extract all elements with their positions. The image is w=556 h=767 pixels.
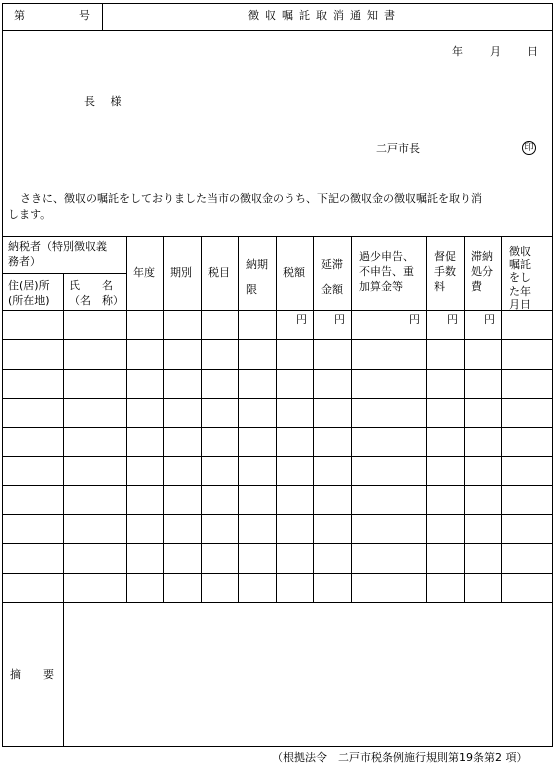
col-line-due xyxy=(238,236,239,602)
payer-header-line-1: 納税者（特別徴収義 xyxy=(8,240,107,253)
row-line-9 xyxy=(2,573,553,574)
delinquency-header-line-1: 延滞 xyxy=(321,258,343,271)
demand-header-line-1: 督促 xyxy=(434,250,456,263)
demand-header xyxy=(434,250,456,295)
unit-yen-disposal: 円 xyxy=(484,313,495,326)
body-line-2: します。 xyxy=(8,208,52,221)
row-line-10 xyxy=(2,602,553,603)
date-day: 日 xyxy=(527,45,538,58)
name-header-line-1: 氏 名 xyxy=(69,279,113,292)
body-line-1: さきに、徴収の嘱託をしておりました当市の徴収金のうち、下記の徴収金の徴収嘱託を取り消 xyxy=(20,192,482,205)
payer-header-divider xyxy=(2,273,126,274)
row-line-8 xyxy=(2,543,553,544)
payer-header-line-2: 務者） xyxy=(8,254,41,268)
disposal-header xyxy=(471,250,493,295)
unit-yen-penalty: 円 xyxy=(409,313,420,326)
header-divider xyxy=(2,30,553,31)
row-line-3 xyxy=(2,398,553,399)
delinquency-header xyxy=(321,252,343,303)
due-header xyxy=(246,252,268,303)
penalty-header-line-2: 不申告、重 xyxy=(359,264,414,278)
table-top-border xyxy=(2,236,553,237)
payer-header xyxy=(8,240,107,270)
row-line-1 xyxy=(2,339,553,340)
unit-yen-taxamount: 円 xyxy=(296,313,307,326)
period-header: 期別 xyxy=(170,266,192,279)
commission-date-header-line-5: 月日 xyxy=(509,297,531,311)
col-line-penalty xyxy=(351,236,352,602)
notice-form xyxy=(2,3,553,747)
unit-yen-demand: 円 xyxy=(447,313,458,326)
disposal-header-line-2: 処分 xyxy=(471,264,493,278)
penalty-header xyxy=(359,250,414,295)
number-cell-divider xyxy=(102,3,103,30)
demand-header-line-3: 料 xyxy=(434,279,445,293)
commission-date-header-line-2: 嘱託 xyxy=(509,258,531,272)
commission-date-header-line-1: 徴収 xyxy=(509,245,531,258)
table-header-bottom xyxy=(2,310,553,311)
row-line-2 xyxy=(2,369,553,370)
date-year: 年 xyxy=(452,45,463,58)
row-line-7 xyxy=(2,514,553,515)
disposal-header-line-3: 費 xyxy=(471,279,482,293)
name-header xyxy=(69,279,124,309)
col-line-disposal xyxy=(464,236,465,602)
remarks-divider xyxy=(63,602,64,747)
row-line-6 xyxy=(2,485,553,486)
address-header-line-2: (所在地) xyxy=(8,293,50,307)
name-header-line-2: （名 称） xyxy=(69,293,124,307)
seal-mark: 印 xyxy=(522,141,536,155)
address-header-line-1: 住(居)所 xyxy=(8,279,50,292)
number-suffix: 号 xyxy=(79,9,90,22)
commission-date-header-line-3: をし xyxy=(509,271,531,285)
demand-header-line-2: 手数 xyxy=(434,264,456,278)
year-header: 年度 xyxy=(133,266,155,279)
due-header-line-2: 限 xyxy=(246,283,257,297)
recipient: 長 様 xyxy=(84,95,128,108)
taxamount-header: 税額 xyxy=(283,266,305,279)
col-line-period xyxy=(163,236,164,602)
legal-basis: （根拠法令 二戸市税条例施行規則第19条第2 項） xyxy=(272,751,528,764)
col-line-demand xyxy=(426,236,427,602)
date-month: 月 xyxy=(490,45,501,58)
commission-date-header-line-4: た年 xyxy=(509,284,531,298)
penalty-header-line-1: 過少申告、 xyxy=(359,250,414,263)
unit-yen-delinquency: 円 xyxy=(334,313,345,326)
col-line-year xyxy=(126,236,127,602)
col-line-name xyxy=(63,273,64,602)
row-line-4 xyxy=(2,427,553,428)
col-line-taxamount xyxy=(276,236,277,602)
disposal-header-line-1: 滞納 xyxy=(471,250,493,263)
sender-name: 二戸市長 xyxy=(376,142,420,155)
delinquency-header-line-2: 金額 xyxy=(321,283,343,297)
remarks-label: 摘 要 xyxy=(10,668,54,681)
due-header-line-1: 納期 xyxy=(246,258,268,271)
commission-date-header xyxy=(509,245,549,311)
col-line-delinquency xyxy=(313,236,314,602)
col-line-date xyxy=(501,236,502,602)
penalty-header-line-3: 加算金等 xyxy=(359,279,403,293)
taxitem-header: 税目 xyxy=(208,266,230,279)
row-line-5 xyxy=(2,456,553,457)
number-prefix: 第 xyxy=(14,9,25,22)
address-header xyxy=(8,279,50,309)
col-line-taxitem xyxy=(201,236,202,602)
document-title: 徴収嘱託取消通知書 xyxy=(248,9,401,22)
